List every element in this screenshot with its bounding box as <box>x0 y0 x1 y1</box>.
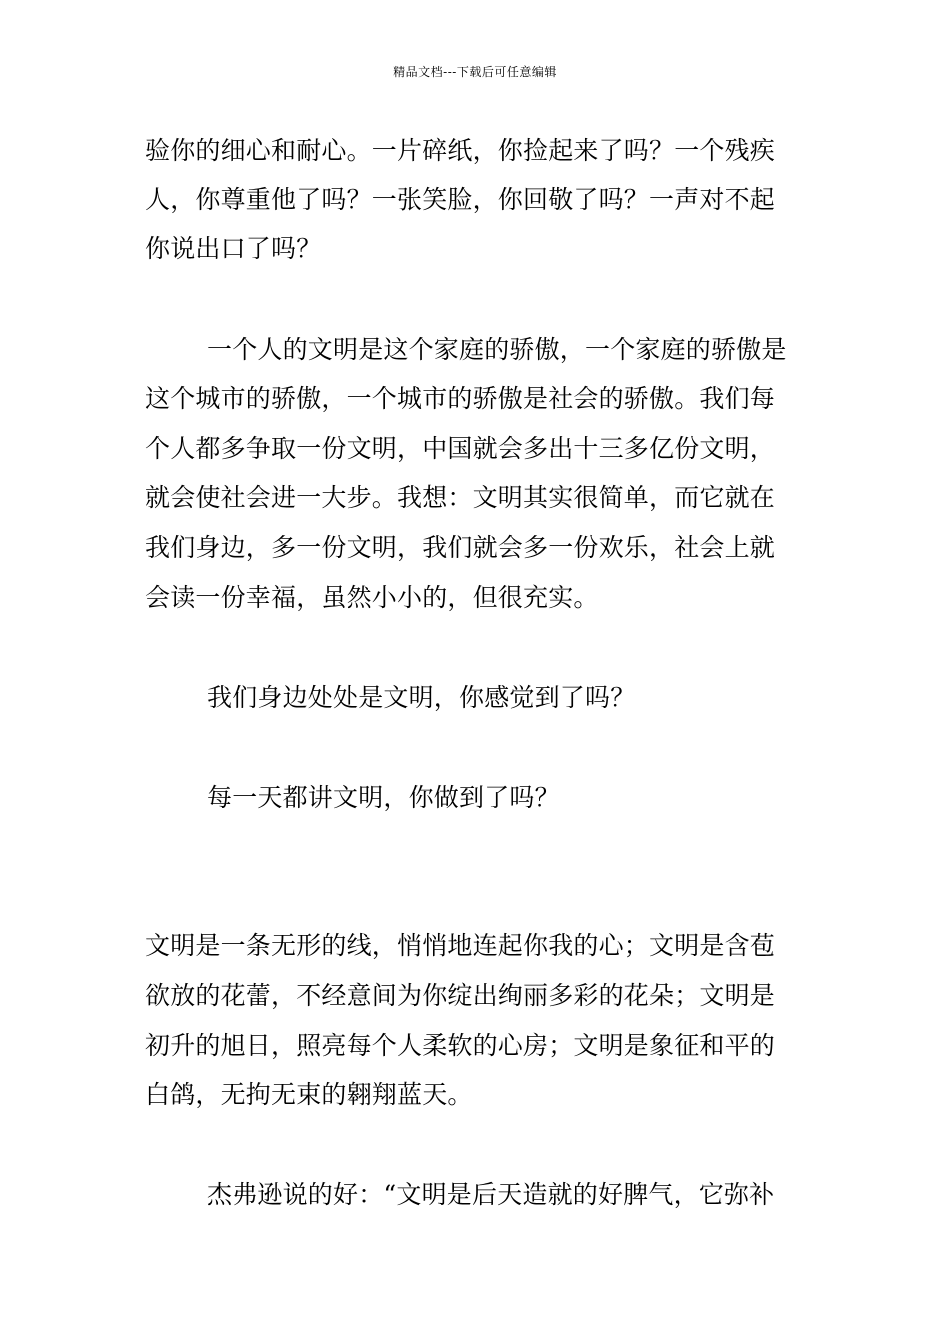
paragraph-5-line-2: 欲放的花蕾，不经意间为你绽出绚丽多彩的花朵；文明是 <box>145 981 776 1010</box>
page-header: 精品文档---下载后可任意编辑 <box>393 65 557 79</box>
paragraph-3-line-1: 我们身边处处是文明，你感觉到了吗？ <box>207 683 636 712</box>
paragraph-1-line-3: 你说出口了吗？ <box>145 234 322 263</box>
paragraph-2-line-4: 就会使社会进一大步。我想：文明其实很简单，而它就在 <box>145 483 776 512</box>
paragraph-1-line-2: 人，你尊重他了吗？一张笑脸，你回敬了吗？一声对不起 <box>145 185 776 214</box>
paragraph-2-line-5: 我们身边，多一份文明，我们就会多一份欢乐，社会上就 <box>145 533 776 562</box>
paragraph-2-line-1: 一个人的文明是这个家庭的骄傲，一个家庭的骄傲是 <box>207 335 787 364</box>
paragraph-1-line-1: 验你的细心和耐心。一片碎纸，你捡起来了吗？一个残疾 <box>145 136 776 165</box>
paragraph-5-line-1: 文明是一条无形的线，悄悄地连起你我的心；文明是含苞 <box>145 931 776 960</box>
paragraph-6-line-1: 杰弗逊说的好：“文明是后天造就的好脾气，它弥补 <box>207 1180 775 1209</box>
paragraph-2-line-2: 这个城市的骄傲，一个城市的骄傲是社会的骄傲。我们每 <box>145 384 776 413</box>
paragraph-2-line-6: 会读一份幸福，虽然小小的，但很充实。 <box>145 583 599 612</box>
paragraph-4-line-1: 每一天都讲文明，你做到了吗？ <box>207 783 560 812</box>
paragraph-2-line-3: 个人都多争取一份文明，中国就会多出十三多亿份文明， <box>145 434 776 463</box>
paragraph-5-line-3: 初升的旭日，照亮每个人柔软的心房；文明是象征和平的 <box>145 1031 776 1060</box>
paragraph-5-line-4: 白鸽，无拘无束的翱翔蓝天。 <box>145 1080 473 1109</box>
